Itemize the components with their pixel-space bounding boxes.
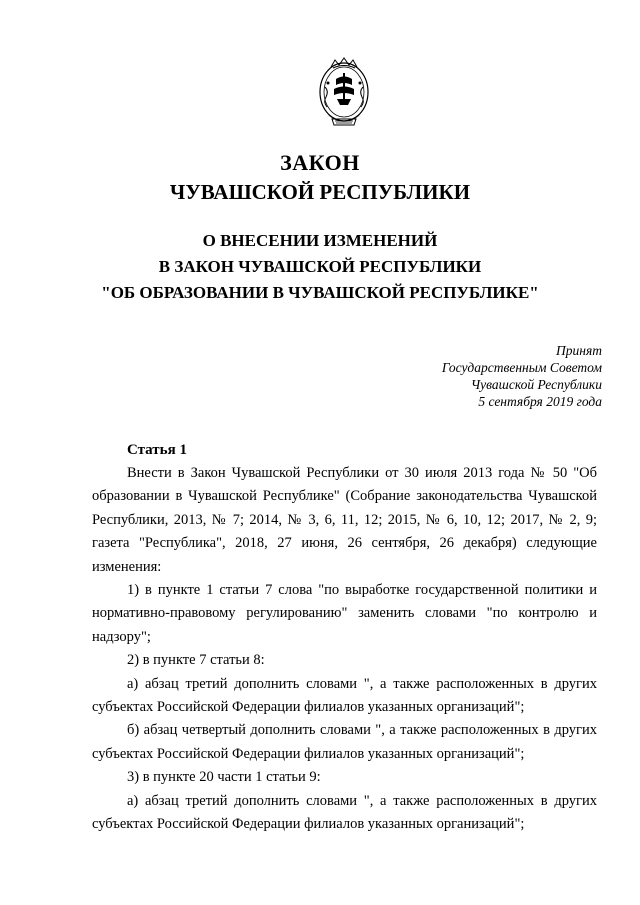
paragraph: а) абзац третий дополнить словами ", а также расположенных в других субъектах Российской Федерации филиалов указанных организаций"; <box>92 675 597 716</box>
paragraph: 3) в пункте 20 части 1 статьи 9: <box>127 769 321 786</box>
adoption-note <box>442 342 602 410</box>
paragraph: б) абзац четвертый дополнить словами ", а также расположенных в других субъектах Российской Федерации филиалов указанных организаций"; <box>92 722 597 762</box>
adoption-line: Государственным Советом <box>441 360 602 375</box>
paragraph: 2) в пункте 7 статьи 8: <box>127 652 265 669</box>
emblem-of-chuvash-republic <box>317 57 371 131</box>
article-title: Статья 1 <box>127 442 187 458</box>
adoption-date: 5 сентября 2019 года <box>478 394 602 409</box>
article-body <box>92 462 597 837</box>
adoption-line: Чувашской Республики <box>470 377 602 392</box>
law-subtitle-line3: "ОБ ОБРАЗОВАНИИ В ЧУВАШСКОЙ РЕСПУБЛИКЕ" <box>101 283 539 302</box>
law-title-republic: ЧУВАШСКОЙ РЕСПУБЛИКИ <box>169 180 471 204</box>
adoption-line: Принят <box>556 343 602 358</box>
law-subtitle-line2: В ЗАКОН ЧУВАШСКОЙ РЕСПУБЛИКИ <box>158 257 482 276</box>
paragraph: а) абзац третий дополнить словами ", а также расположенных в других субъектах Российской Федерации филиалов указанных организаций"; <box>92 792 597 833</box>
law-title: ЗАКОН <box>280 150 360 175</box>
paragraph: Внести в Закон Чувашской Республики от 30 июля 2013 года № 50 "Об образовании в Чувашской Республике" (Собрание законодательства Чувашской Республики, 2013, № 7; 2014, № 3, 6, 11, 12; 2015, № 6, 10, 12; 2017, № 2, 9; газета "Республика", 2018, 27 июня, 26 сентября, 26 декабря) следующие изменения: <box>92 465 597 575</box>
paragraph: 1) в пункте 1 статьи 7 слова "по выработке государственной политики и нормативно-правовому регулированию" заменить словами "по контролю и надзору"; <box>92 582 597 645</box>
law-subtitle-line1: О ВНЕСЕНИИ ИЗМЕНЕНИЙ <box>202 231 438 250</box>
